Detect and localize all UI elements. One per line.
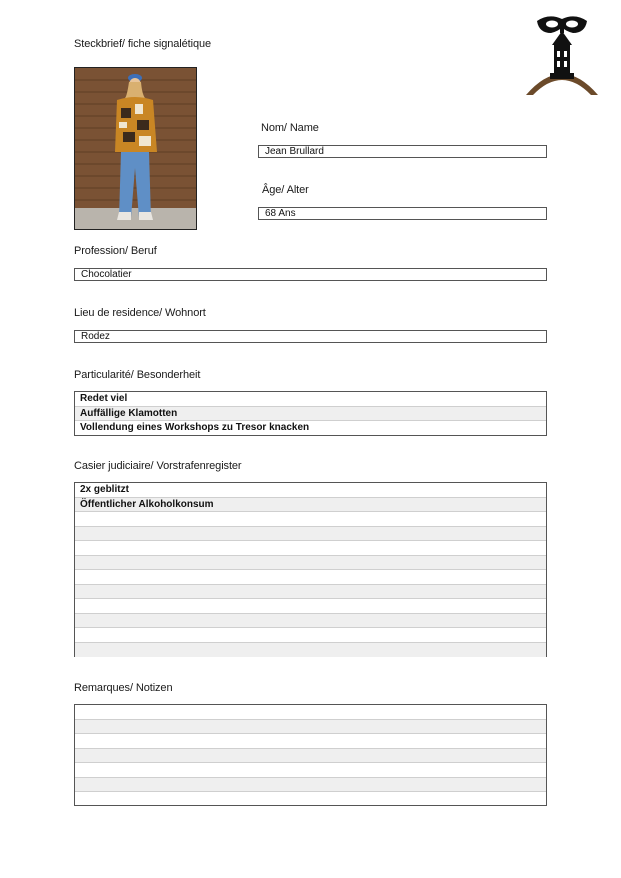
particularity-row[interactable]: Auffällige Klamotten — [75, 407, 546, 422]
record-label: Casier judiciaire/ Vorstrafenregister — [74, 460, 242, 472]
name-field[interactable]: Jean Brullard — [258, 145, 547, 158]
particularities-table — [74, 391, 547, 436]
notes-label: Remarques/ Notizen — [74, 682, 173, 694]
record-row[interactable]: 2x geblitzt — [75, 483, 546, 498]
notes-row[interactable] — [75, 792, 546, 807]
particularities-label: Particularité/ Besonderheit — [74, 369, 201, 381]
page-title: Steckbrief/ fiche signalétique — [74, 38, 212, 50]
record-row[interactable] — [75, 599, 546, 614]
age-label: Âge/ Alter — [262, 184, 309, 196]
notes-row[interactable] — [75, 778, 546, 793]
notes-table — [74, 704, 547, 806]
record-row[interactable] — [75, 556, 546, 571]
record-row[interactable] — [75, 570, 546, 585]
record-row[interactable] — [75, 643, 546, 658]
notes-row[interactable] — [75, 763, 546, 778]
notes-row[interactable] — [75, 720, 546, 735]
residence-field[interactable]: Rodez — [74, 330, 547, 343]
particularity-row[interactable]: Redet viel — [75, 392, 546, 407]
notes-row[interactable] — [75, 734, 546, 749]
record-row[interactable] — [75, 527, 546, 542]
record-row[interactable] — [75, 585, 546, 600]
residence-label: Lieu de residence/ Wohnort — [74, 307, 206, 319]
masked-tower-bridge-logo — [523, 13, 601, 97]
profession-field[interactable]: Chocolatier — [74, 268, 547, 281]
profession-label: Profession/ Beruf — [74, 245, 157, 257]
record-row[interactable] — [75, 614, 546, 629]
notes-row[interactable] — [75, 705, 546, 720]
name-label: Nom/ Name — [261, 122, 319, 134]
record-row[interactable] — [75, 541, 546, 556]
suspect-photo — [74, 67, 197, 230]
record-row[interactable] — [75, 628, 546, 643]
age-field[interactable]: 68 Ans — [258, 207, 547, 220]
particularity-row[interactable]: Vollendung eines Workshops zu Tresor knacken — [80, 422, 310, 433]
record-table — [74, 482, 547, 657]
record-row[interactable]: Öffentlicher Alkoholkonsum — [75, 498, 546, 513]
notes-row[interactable] — [75, 749, 546, 764]
record-row[interactable] — [75, 512, 546, 527]
